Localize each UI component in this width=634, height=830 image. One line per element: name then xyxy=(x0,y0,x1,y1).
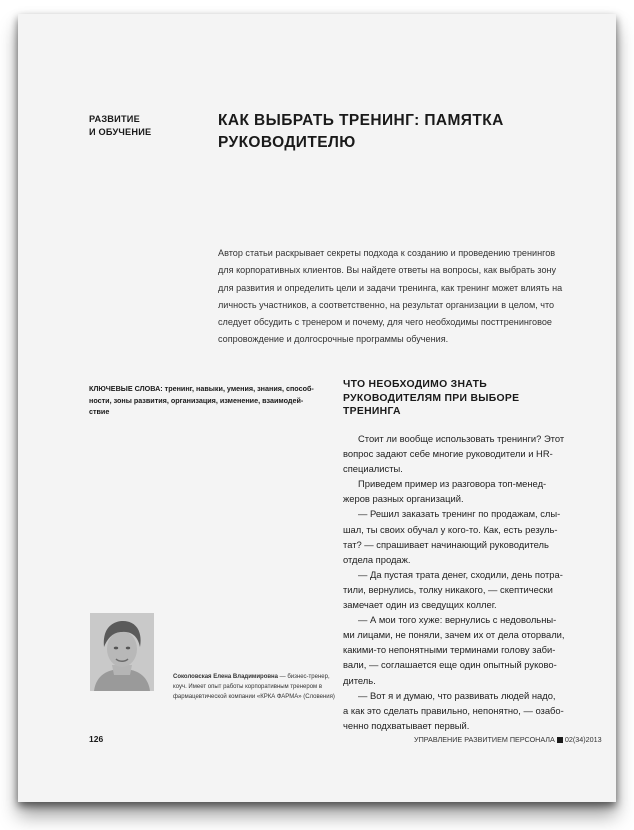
body-line: шал, ты своих обучал у кого-то. Как, есть резуль- xyxy=(343,523,558,535)
body-line: а как это сделать правильно, непонятно, — озабо- xyxy=(343,704,564,716)
author-caption-line: коуч. Имеет опыт работы корпоративным тренером в xyxy=(173,684,323,690)
square-bullet-icon xyxy=(557,737,563,743)
section-label xyxy=(89,113,151,139)
subheading-line: ТРЕНИНГА xyxy=(343,406,401,418)
body-line: замечает один из сведущих коллег. xyxy=(343,599,497,611)
keywords-block xyxy=(89,383,319,418)
body-line: специалисты. xyxy=(343,463,403,475)
article-body xyxy=(343,431,588,733)
keywords-text: ствие xyxy=(89,407,110,416)
journal-name: УПРАВЛЕНИЕ РАЗВИТИЕМ ПЕРСОНАЛА xyxy=(414,735,555,744)
author-photo xyxy=(90,613,154,691)
body-line: жеров разных организаций. xyxy=(343,493,464,505)
body-line: Стоит ли вообще использовать тренинги? Этот xyxy=(358,433,565,444)
body-line: отдела продаж. xyxy=(343,553,411,565)
body-line: какими-то непонятными терминами голову заби- xyxy=(343,644,556,656)
lead-line: для корпоративных клиентов. Вы найдете ответы на вопросы, как выбрать зону xyxy=(218,265,557,276)
body-line: тили, вернулись, толку никакого, — скептически xyxy=(343,583,553,595)
author-caption-line: фармацевтической компании «КРКА ФАРМА» (Словения) xyxy=(173,694,335,700)
article-lead xyxy=(218,245,580,349)
keywords-line xyxy=(89,383,319,395)
section-subheading xyxy=(343,378,563,419)
author-caption-line xyxy=(173,672,343,682)
author-portrait-image xyxy=(90,613,154,691)
subheading-line: ЧТО НЕОБХОДИМО ЗНАТЬ xyxy=(343,379,487,390)
body-line: — Вот я и думаю, что развивать людей надо, xyxy=(358,689,556,701)
body-line: ченно подхватывает первый. xyxy=(343,719,470,731)
author-role: — бизнес-тренер, xyxy=(278,674,330,680)
lead-line: следует обсудить с тренером и почему, для чего необходимы посттренинговое xyxy=(218,317,552,328)
keywords-label: КЛЮЧЕВЫЕ СЛОВА: xyxy=(89,384,163,393)
keywords-text: ности, зоны развития, организация, изменение, взаимодей- xyxy=(89,395,304,405)
body-line: вопрос задают себе многие руководители и HR- xyxy=(343,448,553,460)
journal-footer xyxy=(414,735,602,744)
lead-line: сопровождение и долгосрочные программы обучения. xyxy=(218,334,449,345)
keywords-line xyxy=(89,406,319,418)
author-caption xyxy=(173,672,343,702)
subheading-line: РУКОВОДИТЕЛЯМ ПРИ ВЫБОРЕ xyxy=(343,392,520,404)
author-name: Соколовская Елена Владимировна xyxy=(173,674,279,680)
article-title-line: РУКОВОДИТЕЛЮ xyxy=(218,134,356,151)
body-line: — Решил заказать тренинг по продажам, слы- xyxy=(358,508,561,520)
lead-line: Автор статьи раскрывает секреты подхода к созданию и проведению тренингов xyxy=(218,248,556,258)
section-label-line: РАЗВИТИЕ xyxy=(89,114,140,124)
journal-issue: 02(34)2013 xyxy=(564,735,602,744)
body-line: — А мои того хуже: вернулись с недовольны- xyxy=(358,614,557,626)
keywords-line xyxy=(89,395,319,407)
page-number: 126 xyxy=(89,734,104,744)
section-label-line: И ОБУЧЕНИЕ xyxy=(89,127,152,137)
body-line: — Да пустая трата денег, сходили, день потра- xyxy=(358,568,563,580)
body-line: ми лицами, не поняли, зачем их от дела оторвали, xyxy=(343,629,565,641)
article-title xyxy=(218,110,548,154)
body-line: дитель. xyxy=(343,674,376,686)
lead-line: для развития и определить цели и задачи тренинга, как тренинг может влиять на xyxy=(218,282,563,293)
article-title-line: КАК ВЫБРАТЬ ТРЕНИНГ: ПАМЯТКА xyxy=(218,112,504,129)
lead-line: личность участников, а соответственно, на результат организации в целом, что xyxy=(218,299,555,310)
keywords-text: тренинг, навыки, умения, знания, способ- xyxy=(162,384,314,393)
body-line: тат? — спрашивает начинающий руководитель xyxy=(343,538,549,550)
body-line: Приведем пример из разговора топ-менед- xyxy=(358,478,547,490)
body-line: вали, — соглашается еще один опытный руково- xyxy=(343,659,557,671)
